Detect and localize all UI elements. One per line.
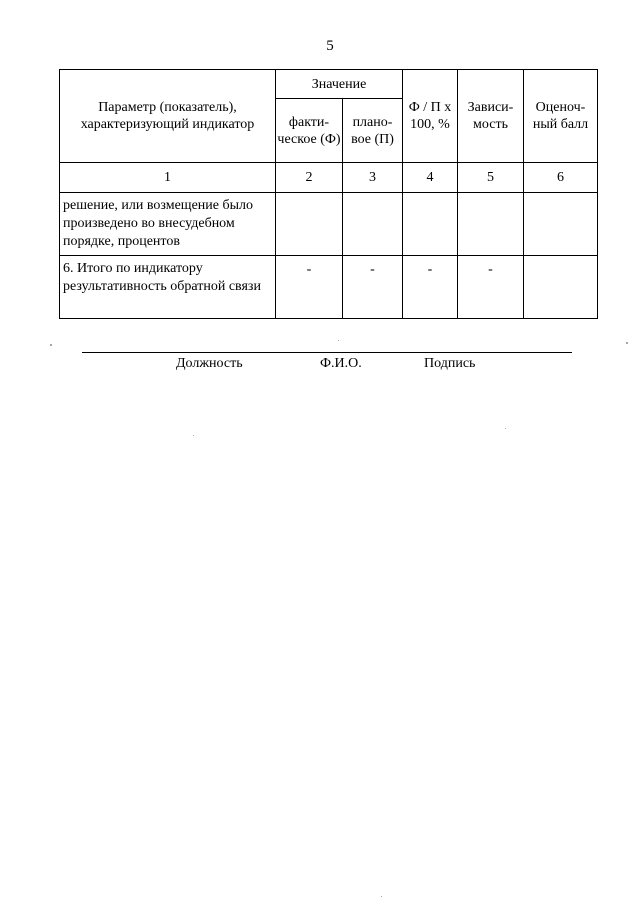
table-row	[60, 193, 598, 256]
row-param: решение, или возмещение было произведено во внесудебном порядке, процентов	[60, 193, 276, 256]
header-value-group: Значение	[276, 70, 403, 99]
signature-line	[82, 352, 572, 353]
row-param: 6. Итого по индикатору результативность обратной связи	[60, 256, 276, 319]
header-dependency: Зависи-мость	[458, 70, 524, 163]
scan-speck	[505, 428, 506, 429]
column-number: 4	[403, 163, 458, 193]
signature-name-label: Ф.И.О.	[320, 356, 362, 371]
row-ratio	[403, 193, 458, 256]
header-param: Параметр (показатель), характеризующий индикатор	[60, 70, 276, 163]
header-score: Оценоч-ный балл	[524, 70, 598, 163]
column-number: 3	[343, 163, 403, 193]
signature-sign-label: Подпись	[424, 356, 476, 371]
signature-position-label: Должность	[176, 356, 243, 371]
row-dependency	[458, 193, 524, 256]
column-number: 1	[60, 163, 276, 193]
page-number: 5	[326, 38, 334, 54]
row-ratio: -	[403, 256, 458, 319]
column-number: 2	[276, 163, 343, 193]
header-ratio: Ф / П х 100, %	[403, 70, 458, 163]
row-score	[524, 256, 598, 319]
row-actual: -	[276, 256, 343, 319]
scan-speck	[626, 342, 628, 344]
scan-speck	[338, 340, 339, 341]
header-actual: факти-ческое (Ф)	[276, 99, 343, 163]
column-number: 5	[458, 163, 524, 193]
header-planned: плано-вое (П)	[343, 99, 403, 163]
scan-speck	[381, 896, 382, 897]
row-actual	[276, 193, 343, 256]
row-planned: -	[343, 256, 403, 319]
indicator-table	[59, 69, 598, 319]
row-score	[524, 193, 598, 256]
column-number: 6	[524, 163, 598, 193]
table-row	[60, 256, 598, 319]
row-planned	[343, 193, 403, 256]
scan-speck	[50, 344, 52, 346]
row-dependency: -	[458, 256, 524, 319]
scan-speck	[193, 435, 194, 436]
